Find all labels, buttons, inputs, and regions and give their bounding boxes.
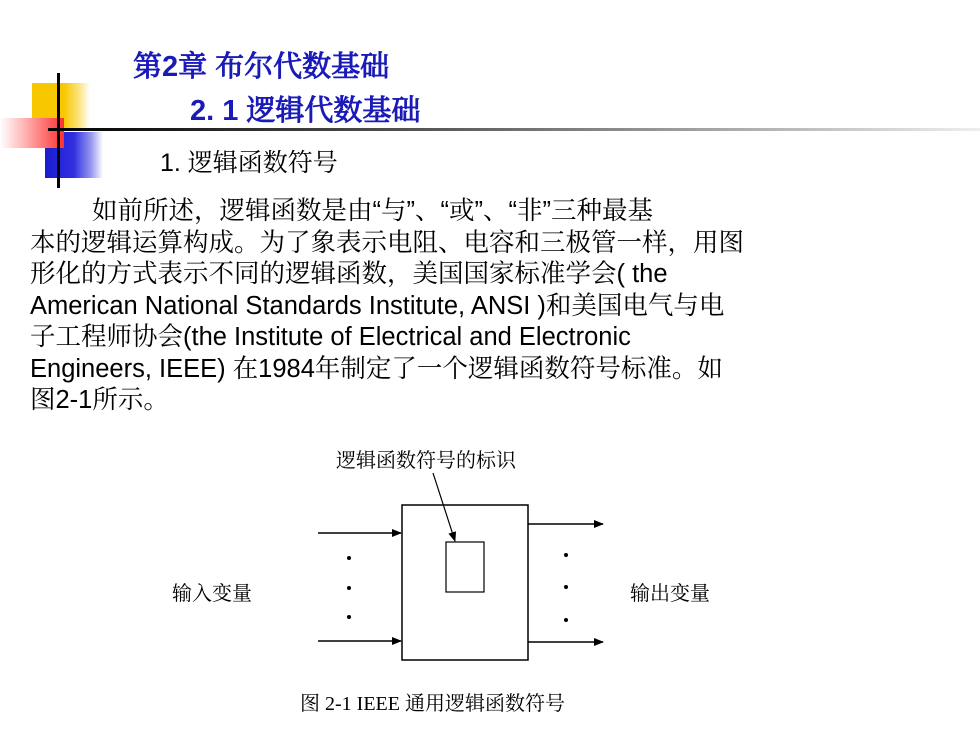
subheading: 1. 逻辑函数符号 (160, 149, 338, 177)
paragraph-line: 图2-1所示。 (30, 386, 169, 414)
figure-caption: 图 2-1 IEEE 通用逻辑函数符号 (300, 693, 565, 715)
output-variables-label: 输出变量 (630, 583, 710, 605)
function-block (402, 505, 528, 660)
chapter-title: 第2章 布尔代数基础 (133, 51, 390, 83)
paragraph-line: 子工程师协会(the Institute of Electrical and Electronic (30, 323, 631, 351)
output-dot (564, 585, 568, 589)
output-dot (564, 618, 568, 622)
paragraph-line: 如前所述，逻辑函数是由“与”、“或”、“非”三种最基 (92, 197, 653, 225)
input-dot (347, 556, 351, 560)
title-underline (48, 128, 980, 131)
output-dot (564, 553, 568, 557)
section-title: 2. 1 逻辑代数基础 (190, 95, 421, 127)
id-pointer-arrow (433, 473, 455, 541)
input-dot (347, 615, 351, 619)
symbol-id-label: 逻辑函数符号的标识 (336, 450, 516, 472)
paragraph-line: American National Standards Institute, ANSI )和美国电气与电 (30, 291, 725, 320)
decor-red-bar (0, 118, 64, 148)
symbol-id-box (446, 542, 484, 592)
paragraph-line: 形化的方式表示不同的逻辑函数，美国国家标准学会( the (30, 260, 668, 288)
input-dot (347, 586, 351, 590)
paragraph-line: 本的逻辑运算构成。为了象表示电阻、电容和三极管一样，用图 (30, 228, 745, 257)
paragraph-line: Engineers, IEEE) 在1984年制定了一个逻辑函数符号标准。如 (30, 354, 723, 383)
input-variables-label: 输入变量 (172, 583, 252, 605)
body-paragraph (30, 196, 955, 417)
